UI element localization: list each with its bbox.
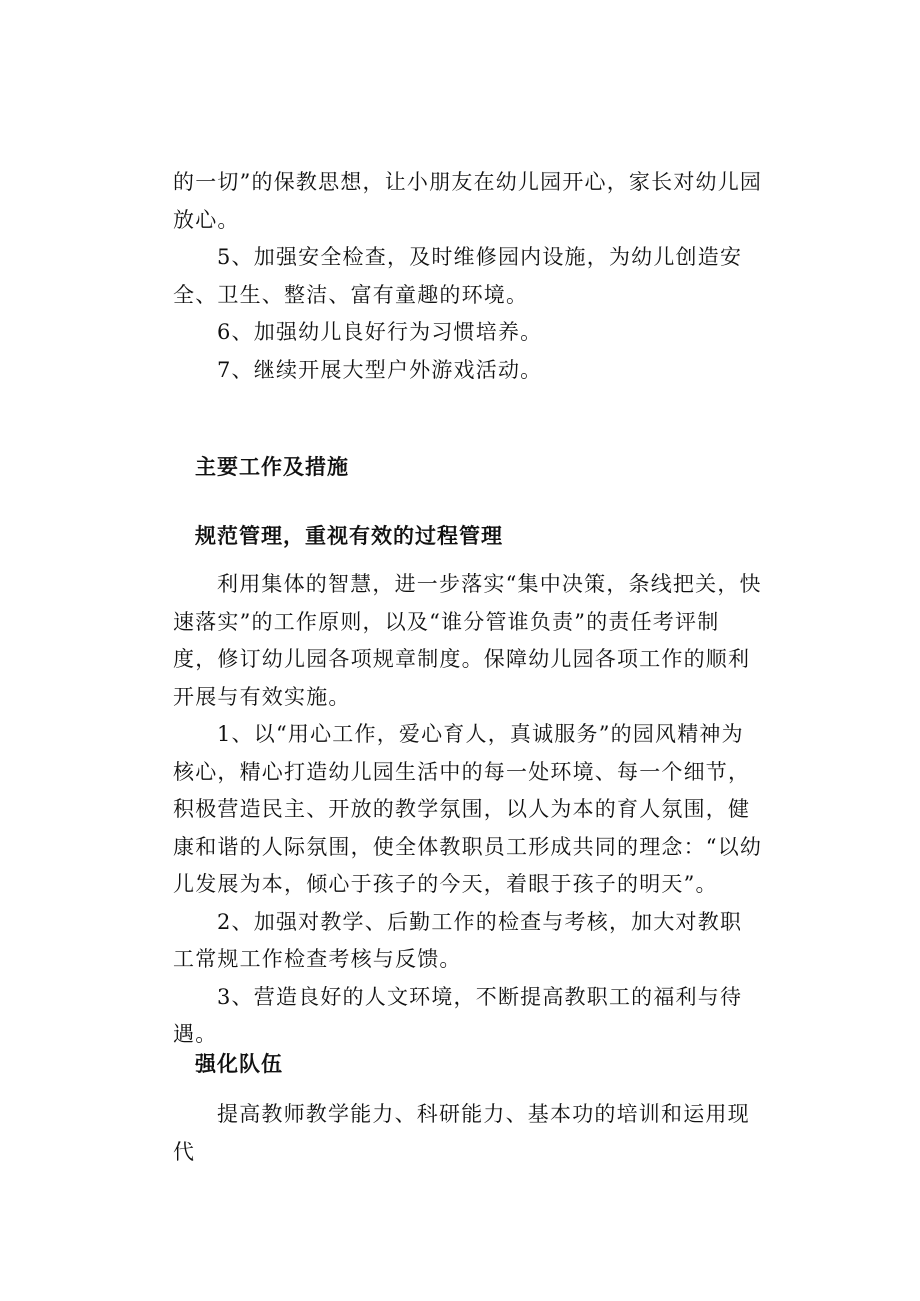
text-section-goals <box>173 164 763 389</box>
paragraph-continuation: 的一切”的保教思想，让小朋友在幼儿园开心，家长对幼儿园放心。 <box>173 170 763 232</box>
subsection-heading-team: 强化队伍 <box>195 1052 283 1076</box>
section-heading-main-work: 主要工作及措施 <box>195 455 349 479</box>
text-section-team <box>173 1096 763 1171</box>
paragraph-item-6: 6、加强幼儿良好行为习惯培养。 <box>217 320 543 344</box>
paragraph-intro: 利用集体的智慧，进一步落实“集中决策，条线把关，快速落实”的工作原则，以及“谁分管谁负责”的责任考评制度，修订幼儿园各项规章制度。保障幼儿园各项工作的顺利开展与有效实施。 <box>173 572 762 709</box>
paragraph-item-7: 7、继续开展大型户外游戏活动。 <box>217 357 543 382</box>
paragraph-team-intro: 提高教师教学能力、科研能力、基本功的培训和运用现代 <box>173 1102 750 1164</box>
text-section-management <box>173 566 763 1054</box>
paragraph-item-5: 5、加强安全检查，及时维修园内设施，为幼儿创造安全、卫生、整洁、富有童趣的环境。 <box>173 245 743 307</box>
subsection-heading-management: 规范管理，重视有效的过程管理 <box>195 524 503 548</box>
paragraph-item-2: 2、加强对教学、后勤工作的检查与考核，加大对教职工常规工作检查考核与反馈。 <box>173 909 743 971</box>
paragraph-item-3: 3、营造良好的人文环境，不断提高教职工的福利与待遇。 <box>173 984 743 1046</box>
paragraph-item-1: 1、以“用心工作，爱心育人，真诚服务”的园风精神为核心，精心打造幼儿园生活中的每一处环境、每一个细节，积极营造民主、开放的教学氛围，以人为本的育人氛围，健康和谐的人际氛围，使全体教职员工形成共同的理念：“以幼儿发展为本，倾心于孩子的今天，着眼于孩子的明天”。 <box>173 722 763 896</box>
